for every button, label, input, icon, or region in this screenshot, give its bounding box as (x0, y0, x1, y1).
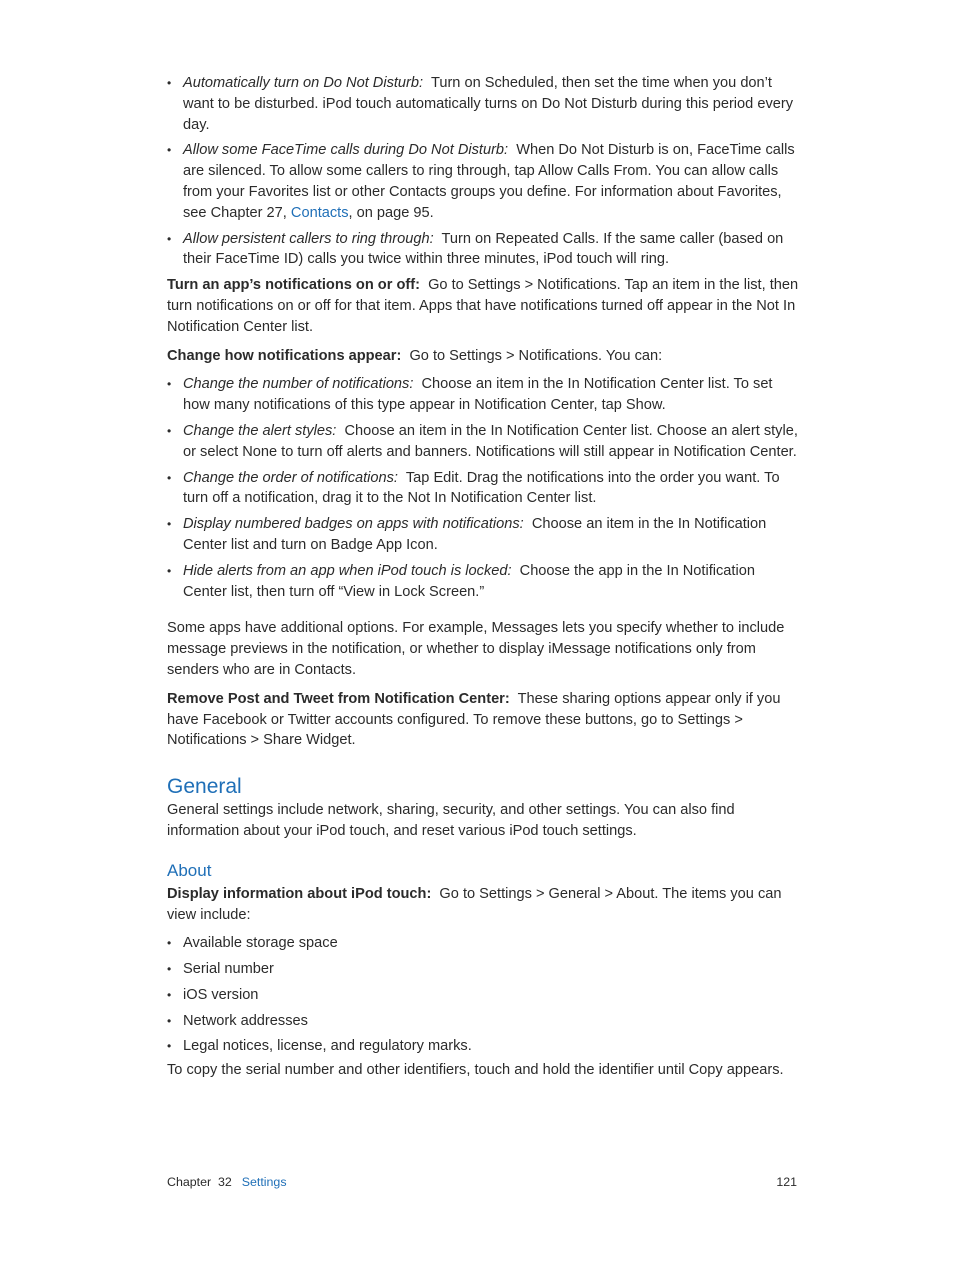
list-item (167, 73, 799, 135)
list-item: • Network addresses (167, 1011, 799, 1032)
list-item (167, 140, 799, 223)
item-lead: Change the order of notifications: (183, 469, 398, 486)
list-item (167, 561, 799, 603)
paragraph-text: Go to Settings > Notifications. You can: (409, 347, 663, 364)
item-lead: Allow persistent callers to ring through: (183, 230, 434, 247)
item-text: When Do Not Disturb is on, FaceTime calls are silenced. To allow some callers to ring through, tap Allow Calls From. You can allow calls from your Favorites list or other Contacts groups you define. For information about Favorites, see Chapter 27, (183, 142, 795, 221)
list-item: • Legal notices, license, and regulatory marks. (167, 1036, 799, 1057)
dnd-options-list (167, 73, 799, 270)
some-apps-paragraph: Some apps have additional options. For example, Messages lets you specify whether to include message previews in the notification, or whether to display iMessage notifications only from senders who are in Contacts. (167, 620, 785, 678)
item-text: Turn on Repeated Calls. If the same caller (based on their FaceTime ID) calls you twice within three minutes, iPod touch will ring. (183, 230, 784, 268)
list-item (167, 468, 799, 510)
item-text: Turn on Scheduled, then set the time when you don’t want to be disturbed. iPod touch automatically turns on Do Not Disturb during this period every day. (183, 75, 794, 133)
item-lead: Display numbered badges on apps with notifications: (183, 516, 524, 533)
paragraph-text: These sharing options appear only if you have Facebook or Twitter accounts configured. To remove these buttons, go to Settings > Notifications > Share Widget. (167, 690, 781, 749)
general-intro: General settings include network, sharing, security, and other settings. You can also find information about your iPod touch, and reset various iPod touch settings. (167, 802, 735, 839)
term: Display information about iPod touch: (167, 885, 432, 902)
item-text: Choose an item in the In Notification Center list. Choose an alert style, or select None to turn off alerts and banners. Notifications will still appear in Notification Center. (183, 422, 798, 460)
page-number: 121 (776, 1175, 797, 1189)
footer-chapter (167, 1172, 287, 1192)
settings-link[interactable]: Settings (241, 1175, 287, 1189)
list-item (167, 421, 799, 463)
item-lead: Change the number of notifications: (183, 376, 414, 393)
change-options-list (167, 374, 799, 602)
chapter-label: Chapter 32 (167, 1175, 232, 1189)
general-heading: General (167, 775, 242, 799)
change-how-paragraph (167, 346, 799, 367)
turn-app-notifications-paragraph (167, 275, 799, 337)
term: Change how notifications appear: (167, 347, 402, 364)
paragraph-text: Go to Settings > General > About. The items you can view include: (167, 885, 782, 923)
term: Remove Post and Tweet from Notification Center: (167, 690, 510, 707)
item-lead: Change the alert styles: (183, 422, 337, 439)
about-heading: About (167, 860, 212, 880)
paragraph-text: Go to Settings > Notifications. Tap an item in the list, then turn notifications on or off for that item. Apps that have notifications turned off appear in the Not In Notification Center list. (167, 277, 799, 335)
item-lead: Automatically turn on Do Not Disturb: (183, 75, 424, 91)
remove-post-paragraph (167, 689, 799, 751)
page-content (167, 73, 799, 1089)
about-paragraph (167, 884, 799, 926)
item-text: Choose an item in the In Notification Center list. To set how many notifications of this type appear in Notification Center, tap Show. (183, 376, 773, 414)
about-items-list (167, 933, 799, 1057)
list-item: • iOS version (167, 985, 799, 1006)
item-text: Choose the app in the In Notification Center list, then turn off “View in Lock Screen.” (183, 562, 755, 600)
item-lead: Hide alerts from an app when iPod touch is locked: (183, 562, 512, 579)
list-item (167, 374, 799, 416)
contacts-link[interactable]: Contacts (290, 204, 349, 221)
copy-tip-paragraph: To copy the serial number and other identifiers, touch and hold the identifier until Copy appears. (167, 1062, 784, 1079)
item-lead: Allow some FaceTime calls during Do Not Disturb: (183, 142, 509, 159)
item-text: Choose an item in the In Notification Center list and turn on Badge App Icon. (183, 516, 767, 553)
list-item (167, 514, 799, 556)
list-item (167, 229, 799, 271)
page-footer (167, 1172, 799, 1192)
list-item: • Available storage space (167, 933, 799, 954)
list-item: • Serial number (167, 959, 799, 980)
term: Turn an app’s notifications on or off: (167, 277, 420, 294)
item-text: Tap Edit. Drag the notifications into the order you want. To turn off a notification, drag it to the Not In Notification Center list. (183, 469, 780, 507)
item-text-after: , on page 95. (348, 204, 434, 221)
